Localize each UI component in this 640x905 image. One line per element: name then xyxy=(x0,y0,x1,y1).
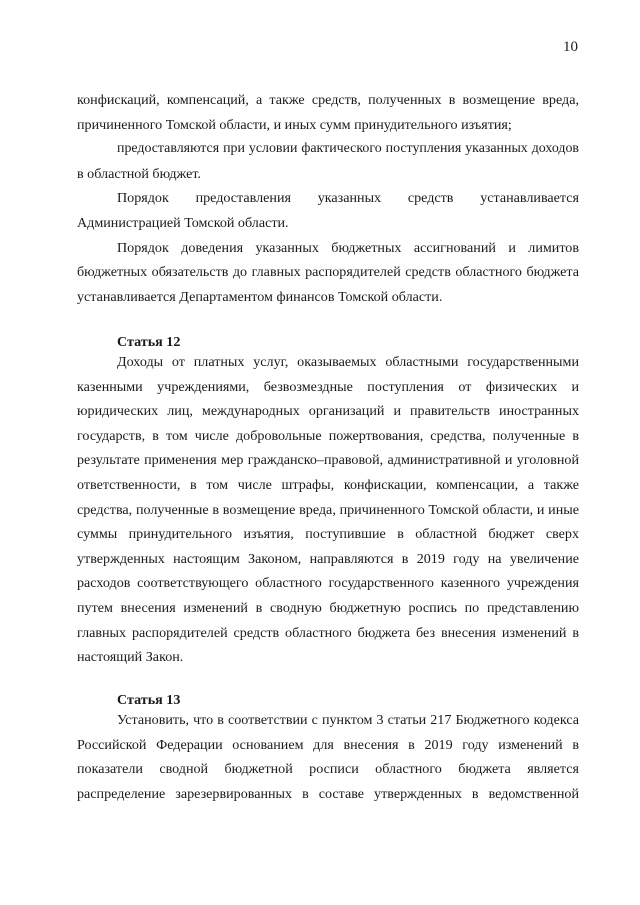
text-line: суммы принудительного изъятия, поступившие в областной бюджет сверх xyxy=(77,526,579,543)
text-line: Доходы от платных услуг, оказываемых областными государственными xyxy=(117,354,579,370)
text-line: Российской Федерации основанием для внесения в 2019 году изменений в xyxy=(77,736,579,753)
article-12-body xyxy=(77,350,579,670)
text-line: ответственности, в том числе штрафы, конфискации, компенсации, а также xyxy=(77,476,579,493)
text-line: средства, полученные в возмещение вреда, причиненного Томской области, и иные xyxy=(77,501,579,518)
article-heading: Статья 13 xyxy=(117,692,181,708)
text-line: путем внесения изменений в сводную бюджетную роспись по представлению xyxy=(77,599,579,616)
text-line: в областной бюджет. xyxy=(77,165,201,182)
text-line: конфискаций, компенсаций, а также средств, полученных в возмещение вреда, xyxy=(77,92,579,108)
text-line: причиненного Томской области, и иных сумм принудительного изъятия; xyxy=(77,116,512,133)
page-number: 10 xyxy=(563,39,578,55)
text-line: предоставляются при условии фактического поступления указанных доходов xyxy=(117,141,579,157)
text-line: распределение зарезервированных в составе утвержденных в ведомственной xyxy=(77,785,579,802)
text-line: государств, в том числе добровольные пожертвования, средства, полученные в xyxy=(77,427,579,444)
text-line: бюджетных обязательств до главных распорядителей средств областного бюджета xyxy=(77,264,579,281)
section-top xyxy=(77,88,579,309)
text-line: Администрацией Томской области. xyxy=(77,214,289,231)
text-line: устанавливается Департаментом финансов Томской области. xyxy=(77,288,443,305)
article-heading: Статья 12 xyxy=(117,334,181,350)
article-13-body xyxy=(77,708,579,806)
text-line: Порядок доведения указанных бюджетных ассигнований и лимитов xyxy=(117,239,579,256)
text-line: расходов соответствующего областного государственного казенного учреждения xyxy=(77,575,579,592)
text-line: утвержденных настоящим Законом, направляются в 2019 году на увеличение xyxy=(77,550,579,567)
text-line: показатели сводной бюджетной росписи областного бюджета является xyxy=(77,761,579,778)
text-line: настоящий Закон. xyxy=(77,649,184,666)
text-line: результате применения мер гражданско–правовой, административной и уголовной xyxy=(77,452,579,469)
text-line: юридических лиц, международных организаций и правительств иностранных xyxy=(77,403,579,420)
text-line: главных распорядителей средств областного бюджета без внесения изменений в xyxy=(77,624,579,641)
text-line: казенными учреждениями, безвозмездные поступления от физических и xyxy=(77,378,579,395)
text-line: Порядок предоставления указанных средств устанавливается xyxy=(117,190,579,207)
text-line: Установить, что в соответствии с пунктом 3 статьи 217 Бюджетного кодекса xyxy=(117,712,579,728)
